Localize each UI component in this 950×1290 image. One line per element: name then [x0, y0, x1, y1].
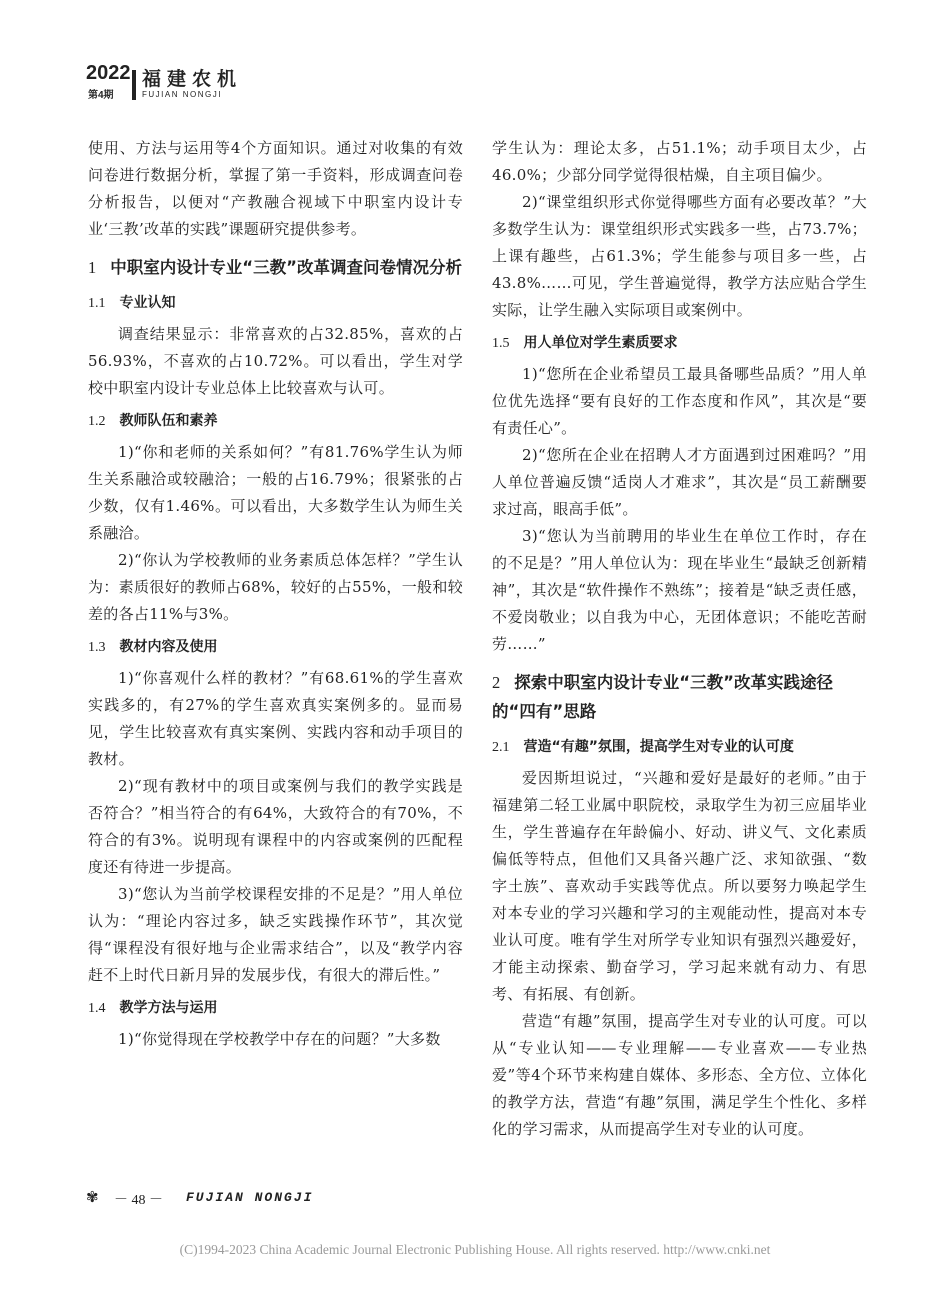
subsection-heading — [88, 292, 463, 315]
heading-text: 专业认知 — [119, 295, 176, 311]
paragraph: 1)“你和老师的关系如何？”有81.76%学生认为师生关系融洽或较融洽；一般的占16.79%；很紧张的占少数，仅有1.46%。可以看出，大多数学生认为师生关系融洽。 — [88, 443, 463, 542]
paragraph: 2)“你认为学校教师的业务素质总体怎样？”学生认为：素质很好的教师占68%，较好的占55%，一般和较差的各占11%与3%。 — [88, 551, 463, 623]
right-column — [492, 135, 867, 1143]
heading-text: 营造“有趣”氛围，提高学生对专业的认可度 — [523, 739, 794, 755]
heading-number: 1.1 — [88, 296, 106, 311]
heading-number: 1.5 — [492, 336, 510, 351]
paragraph: 1)“你喜观什么样的教材？”有68.61%的学生喜欢实践多的，有27%的学生喜欢真实案例多的。显而易见，学生比较喜欢有真实案例、实践内容和动手项目的教材。 — [88, 669, 463, 768]
heading-number: 1.2 — [88, 414, 106, 429]
journal-title: 福建农机 — [142, 68, 243, 90]
paragraph: 调查结果显示：非常喜欢的占32.85%，喜欢的占56.93%，不喜欢的占10.72%。可以看出，学生对学校中职室内设计专业总体上比较喜欢与认可。 — [88, 325, 463, 397]
flower-ornament-icon: ✾ — [86, 1188, 99, 1206]
subsection-heading — [492, 736, 867, 759]
heading-number: 2 — [492, 673, 501, 692]
heading-text: 教材内容及使用 — [119, 639, 218, 655]
section-heading — [492, 668, 867, 726]
paragraph: 学生认为：理论太多，占51.1%；动手项目太少，占46.0%；少部分同学觉得很枯燥，自主项目偏少。 — [492, 139, 867, 184]
header-divider — [132, 70, 136, 100]
heading-text: 用人单位对学生素质要求 — [523, 335, 678, 351]
heading-number: 2.1 — [492, 740, 510, 755]
journal-issue: 第4期 — [88, 90, 114, 101]
heading-text: 中职室内设计专业“三教”改革调查问卷情况分析 — [110, 258, 462, 277]
subsection-heading — [88, 410, 463, 433]
heading-text: 探索中职室内设计专业“三教”改革实践途径的“四有”思路 — [492, 673, 833, 721]
paragraph: 2)“您所在企业在招聘人才方面遇到过困难吗？”用人单位普遍反馈“适岗人才难求”，其次是“员工薪酬要求过高，眼高手低”。 — [492, 446, 867, 518]
paragraph: 3)“您认为当前学校课程安排的不足是？”用人单位认为：“理论内容过多，缺乏实践操作环节”，其次觉得“课程没有很好地与企业需求结合”，以及“教学内容赶不上时代日新月异的发展步伐，有很大的滞后性。” — [88, 885, 463, 984]
journal-year: 2022 — [86, 62, 131, 84]
copyright-line: (C)1994-2023 China Academic Journal Electronic Publishing House. All rights reserved. http://www.cnki.net — [179, 1242, 771, 1257]
paragraph: 1)“你觉得现在学校教学中存在的问题？”大多数 — [118, 1030, 441, 1048]
heading-number: 1.3 — [88, 640, 106, 655]
paragraph: 爱因斯坦说过，“兴趣和爱好是最好的老师。”由于福建第二轻工业属中职院校，录取学生为初三应届毕业生，学生普遍存在年龄偏小、好动、讲义气、文化素质偏低等特点，但他们又具备兴趣广泛、求知欲强、“数字土族”、喜欢动手实践等优点。所以要努力唤起学生对本专业的学习兴趣和学习的主观能动性，提高对本专业认可度。唯有学生对所学专业知识有强烈兴趣爱好，才能主动探索、勤奋学习，学习起来就有动力、有思考、有拓展、有创新。 — [492, 769, 867, 1003]
subsection-heading — [88, 997, 463, 1020]
journal-subtitle: FUJIAN NONGJI — [142, 90, 222, 99]
paragraph: 3)“您认为当前聘用的毕业生在单位工作时，存在的不足是？”用人单位认为：现在毕业生“最缺乏创新精神”，其次是“软件操作不熟练”；接着是“缺乏责任感，不爱岗敬业；以自我为中心，无团体意识；不能吃苦耐劳……” — [492, 527, 867, 653]
heading-text: 教师队伍和素养 — [119, 413, 218, 429]
paragraph: 1)“您所在企业希望员工最具备哪些品质？”用人单位优先选择“要有良好的工作态度和作风”，其次是“要有责任心”。 — [492, 365, 867, 437]
heading-text: 教学方法与运用 — [119, 1000, 218, 1016]
paragraph: 使用、方法与运用等4个方面知识。通过对收集的有效问卷进行数据分析，掌握了第一手资料，形成调查问卷分析报告，以便对“产教融合视域下中职室内设计专业‘三教’改革的实践”课题研究提供参考。 — [88, 139, 463, 238]
paragraph: 营造“有趣”氛围，提高学生对专业的认可度。可以从“专业认知——专业理解——专业喜欢——专业热爱”等4个环节来构建自媒体、多形态、全方位、立体化的教学方法，营造“有趣”氛围，满足学生个性化、多样化的学习需求，从而提高学生对专业的认可度。 — [492, 1012, 867, 1138]
subsection-heading — [492, 332, 867, 355]
page-footer — [86, 1188, 486, 1210]
page-number: － 48 － — [114, 1193, 163, 1208]
subsection-heading — [88, 636, 463, 659]
section-heading — [88, 253, 463, 282]
page-header — [86, 60, 866, 104]
heading-number: 1.4 — [88, 1001, 106, 1016]
left-column — [88, 135, 463, 1053]
paragraph: 2)“现有教材中的项目或案例与我们的教学实践是否符合？”相当符合的有64%，大致符合的有70%，不符合的有3%。说明现有课程中的内容或案例的匹配程度还有待进一步提高。 — [88, 777, 463, 876]
paragraph: 2)“课堂组织形式你觉得哪些方面有必要改革？”大多数学生认为：课堂组织形式实践多一些，占73.7%；上课有趣些，占61.3%；学生能参与项目多一些，占43.8%……可见，学生普遍觉得，教学方法应贴合学生实际，让学生融入实际项目或案例中。 — [492, 193, 867, 319]
heading-number: 1 — [88, 258, 97, 277]
footer-journal-name: FUJIAN NONGJI — [186, 1190, 314, 1205]
